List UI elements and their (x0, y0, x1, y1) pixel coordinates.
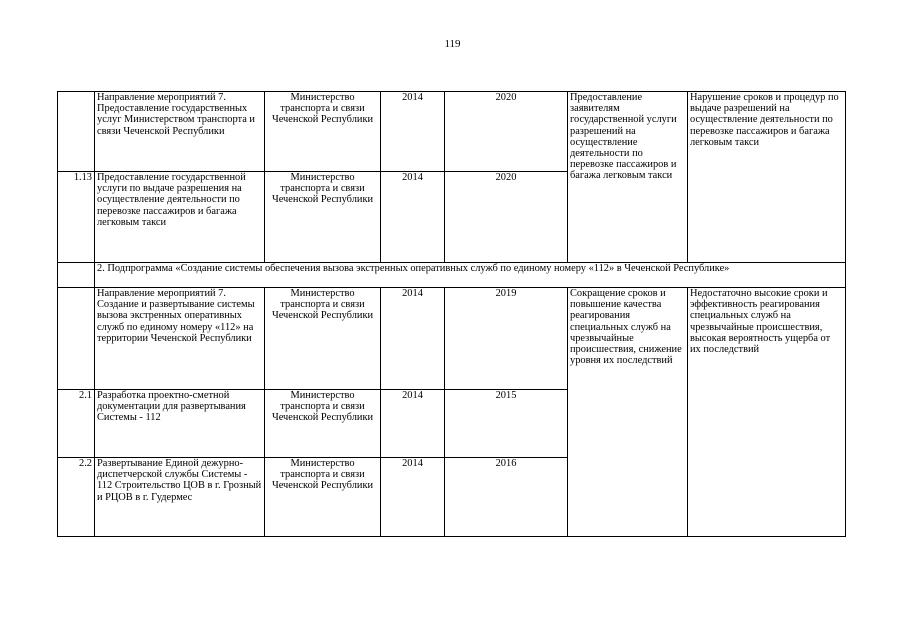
start-year: 2014 (381, 172, 445, 263)
non-implementation-consequence: Недостаточно высокие сроки и эффективность реагирования специальных служб на чрезвычайные происшествия, высокая вероятность ущерба от их последствий (688, 288, 846, 537)
table-row (58, 92, 846, 172)
measure-name: Направление мероприятий 7. Создание и развертывание системы вызова экстренных оперативных служб по единому номеру «112» на территории Чеченской Республики (95, 288, 265, 390)
expected-result: Предоставление заявителям государственной услуги разрешений на осуществление деятельности по перевозке пассажиров и багажа легковым такси (568, 92, 688, 263)
table-row (58, 288, 846, 390)
executor: Министерство транспорта и связи Чеченской Республики (265, 92, 381, 172)
executor: Министерство транспорта и связи Чеченской Республики (265, 390, 381, 458)
row-number: 1.13 (58, 172, 95, 263)
start-year: 2014 (381, 458, 445, 537)
executor: Министерство транспорта и связи Чеченской Республики (265, 288, 381, 390)
start-year: 2014 (381, 92, 445, 172)
non-implementation-consequence: Нарушение сроков и процедур по выдаче разрешений на осуществление деятельности по перевозке пассажиров и багажа легковым такси (688, 92, 846, 263)
end-year: 2016 (445, 458, 568, 537)
start-year: 2014 (381, 390, 445, 458)
end-year: 2020 (445, 92, 568, 172)
start-year: 2014 (381, 288, 445, 390)
row-number (58, 263, 95, 288)
subprogram-title: 2. Подпрограмма «Создание системы обеспечения вызова экстренных оперативных служб по единому номеру «112» в Чеченской Республике» (95, 263, 846, 288)
expected-result: Сокращение сроков и повышение качества реагирования специальных служб на чрезвычайные происшествия, снижение уровня их последствий (568, 288, 688, 537)
executor: Министерство транспорта и связи Чеченской Республики (265, 458, 381, 537)
row-number: 2.2 (58, 458, 95, 537)
end-year: 2019 (445, 288, 568, 390)
row-number (58, 92, 95, 172)
measures-table (57, 91, 846, 537)
measure-name: Направление мероприятий 7. Предоставление государственных услуг Министерством транспорта и связи Чеченской Республики (95, 92, 265, 172)
executor: Министерство транспорта и связи Чеченской Республики (265, 172, 381, 263)
measure-name: Развертывание Единой дежурно-диспетчерской службы Системы - 112 Строительство ЦОВ в г. Грозный и РЦОВ в г. Гудермес (95, 458, 265, 537)
measure-name: Разработка проектно-сметной документации для развертывания Системы - 112 (95, 390, 265, 458)
end-year: 2020 (445, 172, 568, 263)
end-year: 2015 (445, 390, 568, 458)
page-number: 119 (444, 38, 461, 50)
subprogram-row (58, 263, 846, 288)
row-number: 2.1 (58, 390, 95, 458)
measure-name: Предоставление государственной услуги по выдаче разрешения на осуществление деятельности по перевозке пассажиров и багажа легковым такси (95, 172, 265, 263)
row-number (58, 288, 95, 390)
